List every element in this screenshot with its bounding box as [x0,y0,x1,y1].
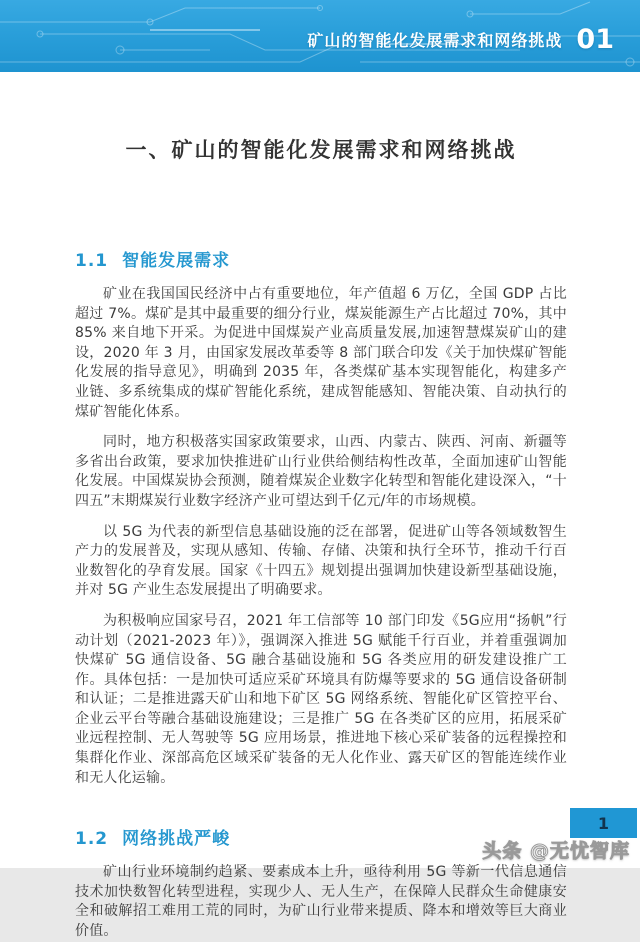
section-1-1-number: 1.1 [75,251,109,271]
paragraph: 同时，地方积极落实国家政策要求，山西、内蒙古、陕西、河南、新疆等多省出台政策，要求加快推进矿山行业供给侧结构性改革，全面加速矿山智能化发展。中国煤炭协会预测，随着煤炭企业数字化转型和智能化建设深入，“十四五”末期煤炭行业数字经济产业可望达到千亿元/年的市场规模。 [75,434,567,509]
section-1-2-body [75,863,567,941]
paragraph: 矿业在我国国民经济中占有重要地位，年产值超 6 万亿，全国 GDP 占比超过 7%。煤矿是其中最重要的细分行业，煤炭能源生产占比超过 70%，其中 85% 来自地下开采。为促进中国煤炭产业高质量发展,加速智慧煤炭矿山的建设，2020 年 3 月，由国家发展改革委等 8 部门联合印发《关于加快煤矿智能化发展的指导意见》，明确到 2035 年，各类煤矿基本实现智能化，构建多产业链、多系统集成的煤矿智能化系统，建成智能感知、智能决策、自动执行的煤矿智能化体系。 [75,286,567,420]
page-number-box [570,808,637,838]
section-1-1-heading [75,246,567,271]
toutiao-watermark: 头条 @无忧智库 [482,840,630,862]
page-title: 一、矿山的智能化发展需求和网络挑战 [125,138,517,162]
banner-chapter-title: 矿山的智能化发展需求和网络挑战 [307,30,563,50]
section-1-1-body [75,285,567,788]
paragraph: 矿山行业环境制约趋紧、要素成本上升，亟待利用 5G 等新一代信息通信技术加快数智化转型进程，实现少人、无人生产，在保障人民群众生命健康安全和破解招工难用工荒的同时，为矿山行业带来提质、降本和增效等巨大商业价值。 [75,864,567,940]
page-content [0,134,640,942]
page-number: 1 [597,813,610,833]
paragraph: 为积极响应国家号召，2021 年工信部等 10 部门印发《5G应用“扬帆”行动计划（2021-2023 年）》，强调深入推进 5G 赋能千行百业，并着重强调加快煤矿 5G 通信设备、5G 融合基础设施和 5G 各类应用的研发建设推广工作。具体包括：一是加快可适应采矿环境具有防爆等要求的 5G 通信设备研制和认证；二是推进露天矿山和地下矿区 5G 网络系统、智能化矿区管控平台、企业云平台等融合基础设施建设；三是推广 5G 在各类矿区的应用，拓展采矿业远程控制、无人驾驶等 5G 应用场景，推进地下核心采矿装备的远程操控和集群化作业、深部高危区域采矿装备的无人化作业、露天矿区的智能连续作业和无人化运输。 [75,612,567,786]
banner-chapter-number: 01 [576,23,614,55]
section-1-1-title: 智能发展需求 [122,251,231,271]
section-1-2-number: 1.2 [75,829,109,850]
section-1-2-title: 网络挑战严峻 [122,829,231,850]
paragraph: 以 5G 为代表的新型信息基础设施的泛在部署，促进矿山等各领域数智生产力的发展普及，实现从感知、传输、存储、决策和执行全环节，推动千行百业数智化的孕育发展。国家《十四五》规划提出强调加快建设新型基础设施，并对 5G 产业生态发展提出了明确要求。 [75,523,567,599]
chapter-banner [0,0,640,72]
